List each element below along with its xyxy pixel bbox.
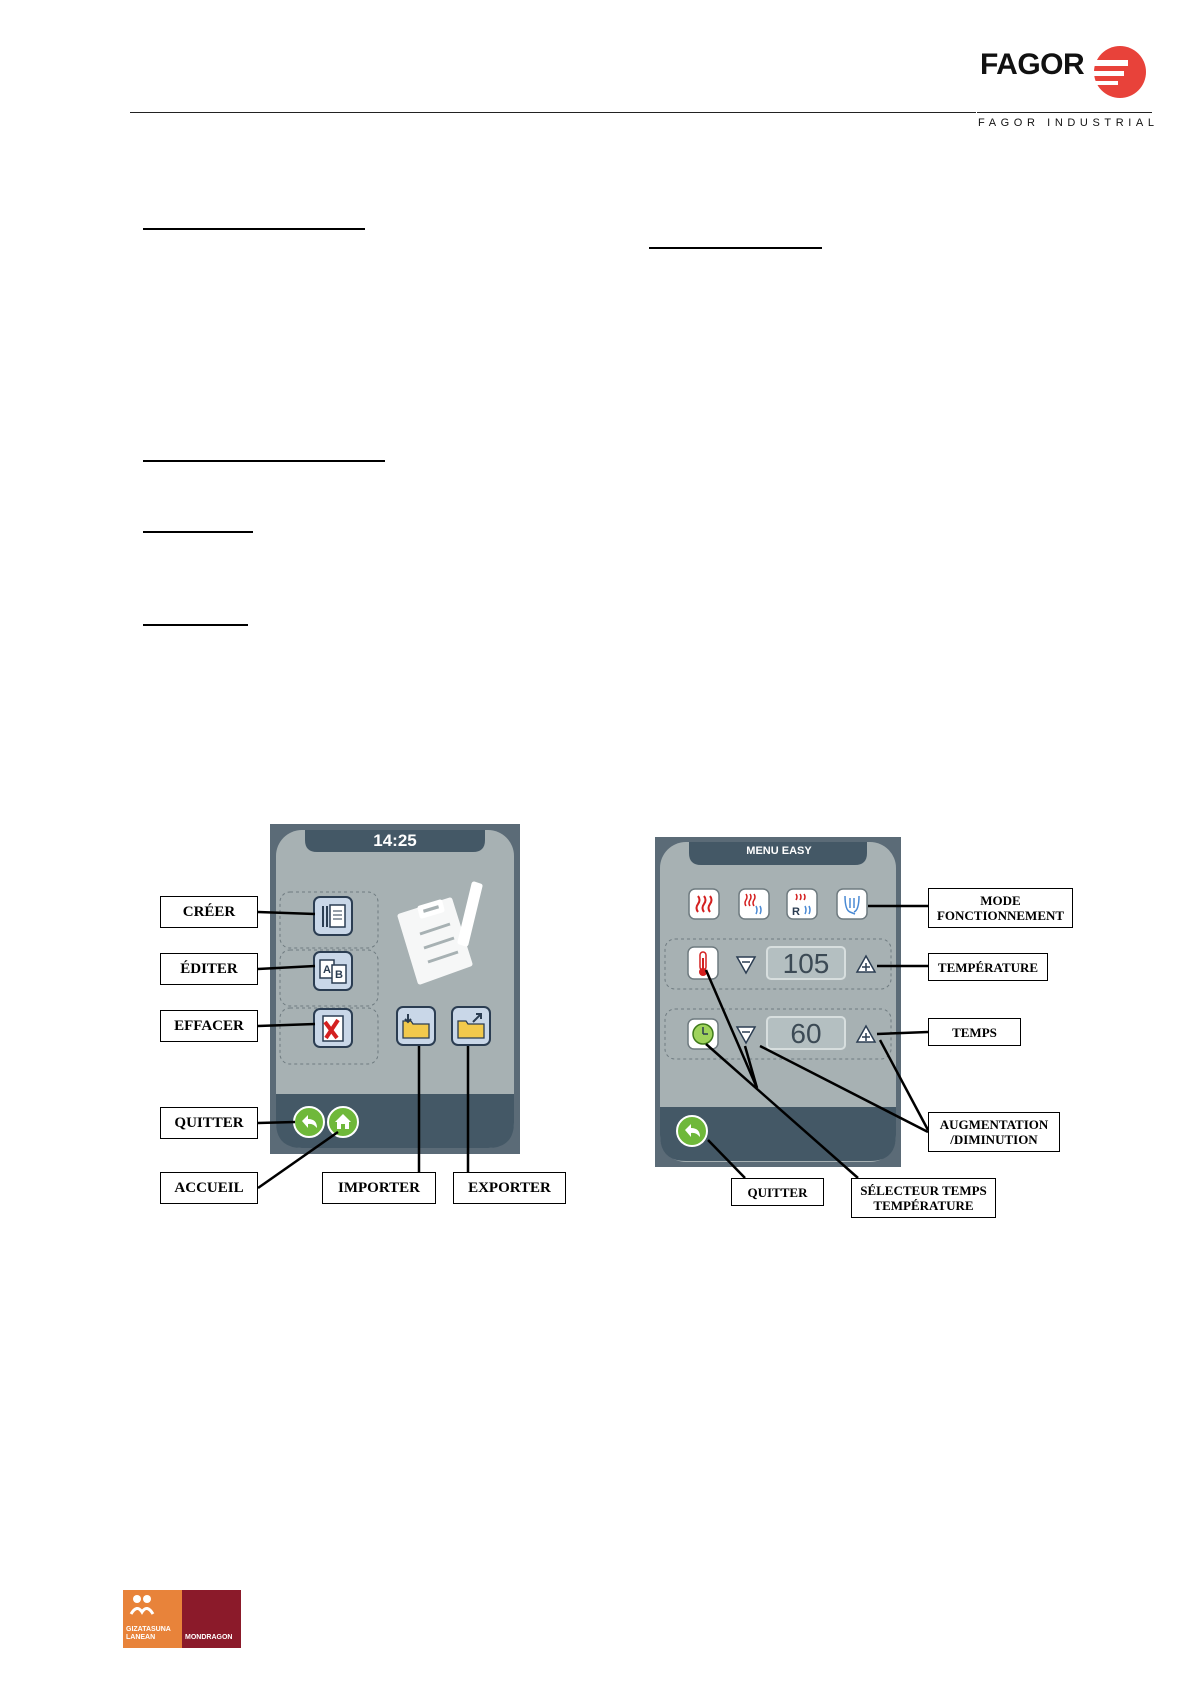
brand-subtitle: FAGOR INDUSTRIAL [978,117,1159,129]
people-logo-icon [123,1590,182,1620]
callout-export: EXPORTER [453,1172,566,1204]
brand-name: FAGOR [980,48,1085,81]
callout-selector-line1: SÉLECTEUR TEMPS [860,1183,987,1198]
callout-quit-right: QUITTER [731,1178,824,1206]
gizatasuna-logo [123,1590,182,1648]
callout-quit: QUITTER [160,1107,258,1139]
callout-home: ACCUEIL [160,1172,258,1204]
time-value: 60 [790,1018,822,1049]
svg-text:B: B [335,969,343,981]
logo-left-line1: GIZATASUNA [126,1626,171,1633]
callout-time: TEMPS [928,1018,1021,1046]
callout-edit: ÉDITER [160,953,258,985]
screen-title: MENU EASY [746,845,812,857]
callout-temperature: TEMPÉRATURE [928,953,1048,981]
callout-mode-line1: MODE [980,893,1021,908]
clock-display: 14:25 [373,831,417,850]
logo-left-line2: LANEAN [126,1634,156,1641]
callout-import: IMPORTER [322,1172,436,1204]
svg-text:A: A [323,964,331,976]
callout-selector-line2: TEMPÉRATURE [873,1198,974,1213]
callout-mode-line2: FONCTIONNEMENT [936,908,1065,923]
callout-adjust-line2: /DIMINUTION [950,1132,1038,1147]
temperature-value: 105 [782,948,830,979]
callout-adjust-line1: AUGMENTATION [939,1117,1049,1132]
svg-text:R: R [792,906,800,918]
logo-right-text: MONDRAGON [185,1634,233,1641]
mondragon-logo [182,1590,241,1648]
callout-create: CRÉER [160,896,258,928]
callout-delete: EFFACER [160,1010,258,1042]
